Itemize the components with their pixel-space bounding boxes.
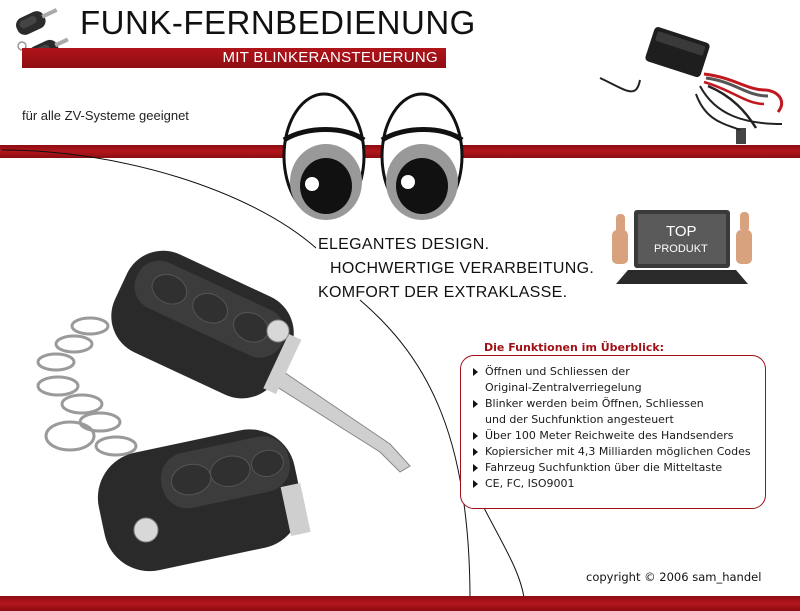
page-title: FUNK-FERNBEDIENUNG	[80, 4, 476, 41]
slogan-line-2: HOCHWERTIGE VERARBEITUNG.	[330, 260, 595, 277]
bullet-triangle-icon	[473, 480, 478, 488]
badge-top-text: TOP	[666, 223, 697, 240]
list-item: Fahrzeug Suchfunktion über die Mitteltaste	[471, 460, 751, 476]
functions-list	[471, 364, 751, 492]
tagline: für alle ZV-Systeme geeignet	[22, 108, 189, 123]
slogan-line-3: KOMFORT DER EXTRAKLASSE.	[318, 284, 568, 301]
list-item: Kopiersicher mit 4,3 Milliarden möglichen Codes	[471, 444, 751, 460]
copyright-notice: copyright © 2006 sam_handel	[586, 570, 762, 584]
functions-heading: Die Funktionen im Überblick:	[484, 341, 665, 354]
subtitle-bar	[22, 48, 446, 68]
list-item: CE, FC, ISO9001	[471, 476, 751, 492]
bullet-triangle-icon	[473, 368, 478, 376]
bottom-divider-band	[0, 596, 800, 611]
badge-produkt-text: PRODUKT	[654, 243, 708, 255]
electronic-module-icon	[596, 20, 796, 160]
top-product-laptop-icon	[608, 200, 758, 290]
list-item: Über 100 Meter Reichweite des Handsenders	[471, 428, 751, 444]
flip-car-keys-icon	[20, 240, 450, 590]
bullet-triangle-icon	[473, 432, 478, 440]
functions-box	[460, 355, 766, 509]
bullet-triangle-icon	[473, 400, 478, 408]
page-subtitle: MIT BLINKERANSTEUERUNG	[222, 49, 438, 66]
bullet-triangle-icon	[473, 464, 478, 472]
bullet-triangle-icon	[473, 448, 478, 456]
list-item: Blinker werden beim Öffnen, Schliessen und der Suchfunktion angesteuert	[471, 396, 751, 428]
slogan-line-1: ELEGANTES DESIGN.	[318, 236, 490, 253]
list-item: Öffnen und Schliessen der Original-Zentralverriegelung	[471, 364, 751, 396]
cartoon-eyes-icon	[276, 86, 476, 236]
